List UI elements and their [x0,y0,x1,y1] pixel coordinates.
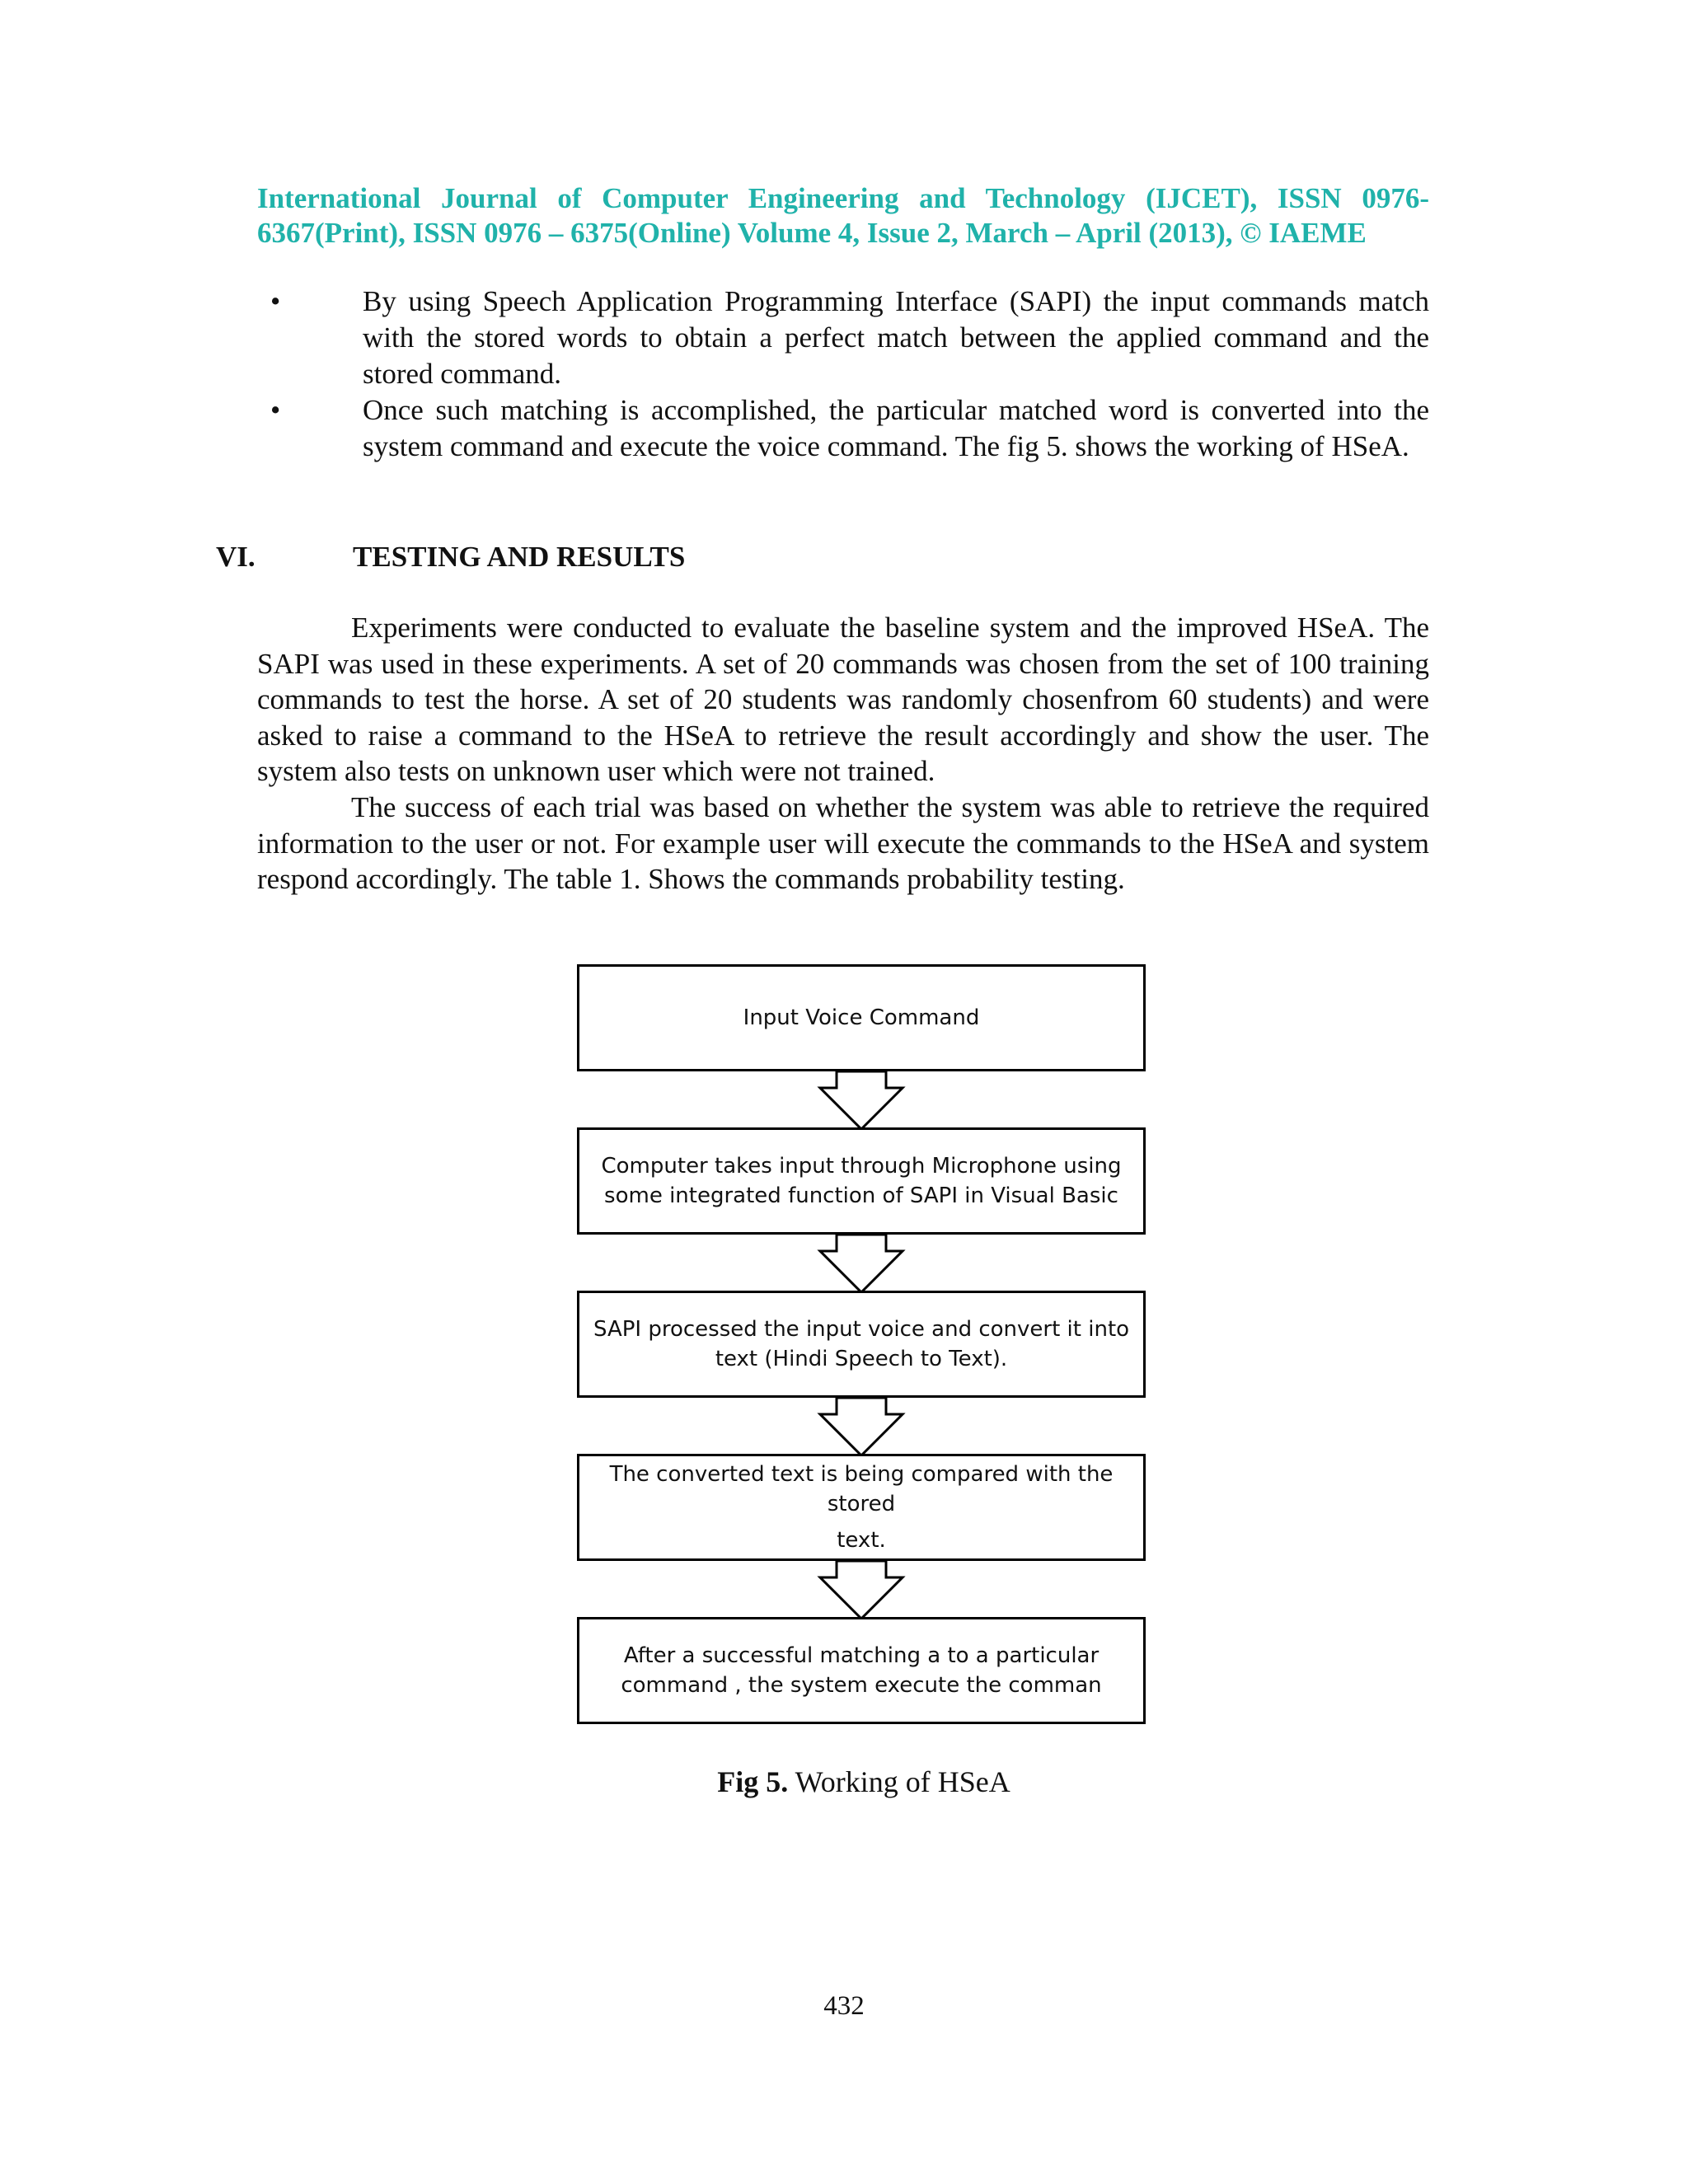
flow-step-4-line-3: text. [837,1528,886,1553]
flow-step-5 [577,1617,1146,1724]
down-arrow-icon [569,1070,1154,1136]
figure-label: Fig 5. [717,1765,789,1798]
flow-step-5-line-2: command , the system execute the comman [621,1673,1102,1698]
flow-step-2 [577,1127,1146,1235]
section-title: TESTING AND RESULTS [353,541,686,573]
journal-header-line-1: International Journal of Computer Engineering and Technology (IJCET), ISSN 0976- [257,182,1429,214]
bullet-item-2 [257,392,1429,465]
flow-step-2-line-1: Computer takes input through Microphone using [601,1154,1122,1179]
figure-caption [0,1764,1688,1800]
flow-step-4-line-1: The converted text is being compared with the [609,1462,1114,1487]
down-arrow-icon [569,1396,1154,1462]
bullet-text-2: Once such matching is accomplished, the particular matched word is converted into the system command and execute the voice command. The fig 5. shows the working of HSeA. [363,394,1429,462]
flow-step-5-line-1: After a successful matching a to a particular [623,1643,1100,1668]
flow-step-1-line-1: Input Voice Command [743,1005,980,1030]
bullet-list [257,284,1429,465]
journal-header [257,181,1429,251]
section-number: VI. [216,541,256,573]
bullet-icon: • [270,285,281,317]
section-heading [216,539,685,575]
down-arrow-icon [569,1559,1154,1625]
flowchart [569,964,1154,1739]
bullet-icon: • [270,394,281,426]
figure-caption-text: Working of HSeA [795,1765,1010,1798]
bullet-text-1: By using Speech Application Programming Interface (SAPI) the input commands match with the stored words to obtain a perfect match between the applied command and the stored command. [363,285,1429,390]
flow-step-3-line-1: SAPI processed the input voice and convert it into [593,1317,1130,1342]
body-text [257,610,1429,898]
paragraph-2: The success of each trial was based on whether the system was able to retrieve the required information to the user or not. For example user will execute the commands to the HSeA and system respond accordingly. The table 1. Shows the commands probability testing. [257,790,1429,896]
down-arrow-icon [569,1233,1154,1299]
flow-step-1 [577,964,1146,1071]
paragraph-1: Experiments were conducted to evaluate the baseline system and the improved HSeA. The SAPI was used in these experiments. A set of 20 commands was chosen from the set of 100 training commands to test the horse. A set of 20 students was randomly chosenfrom 60 students) and were asked to raise a command to the HSeA to retrieve the result accordingly and show the user. The system also tests on unknown user which were not trained. [257,612,1429,788]
flow-step-4 [577,1454,1146,1561]
journal-header-line-2: 6367(Print), ISSN 0976 – 6375(Online) Volume 4, Issue 2, March – April (2013), © IAEME [257,217,1367,249]
flow-step-3 [577,1291,1146,1398]
bullet-item-1 [257,284,1429,392]
flow-step-3-line-2: text (Hindi Speech to Text). [715,1347,1008,1371]
page-number: 432 [823,1991,865,2021]
flow-step-2-line-2: some integrated function of SAPI in Visual Basic [604,1183,1118,1208]
flow-step-4-line-2: stored [827,1492,896,1516]
